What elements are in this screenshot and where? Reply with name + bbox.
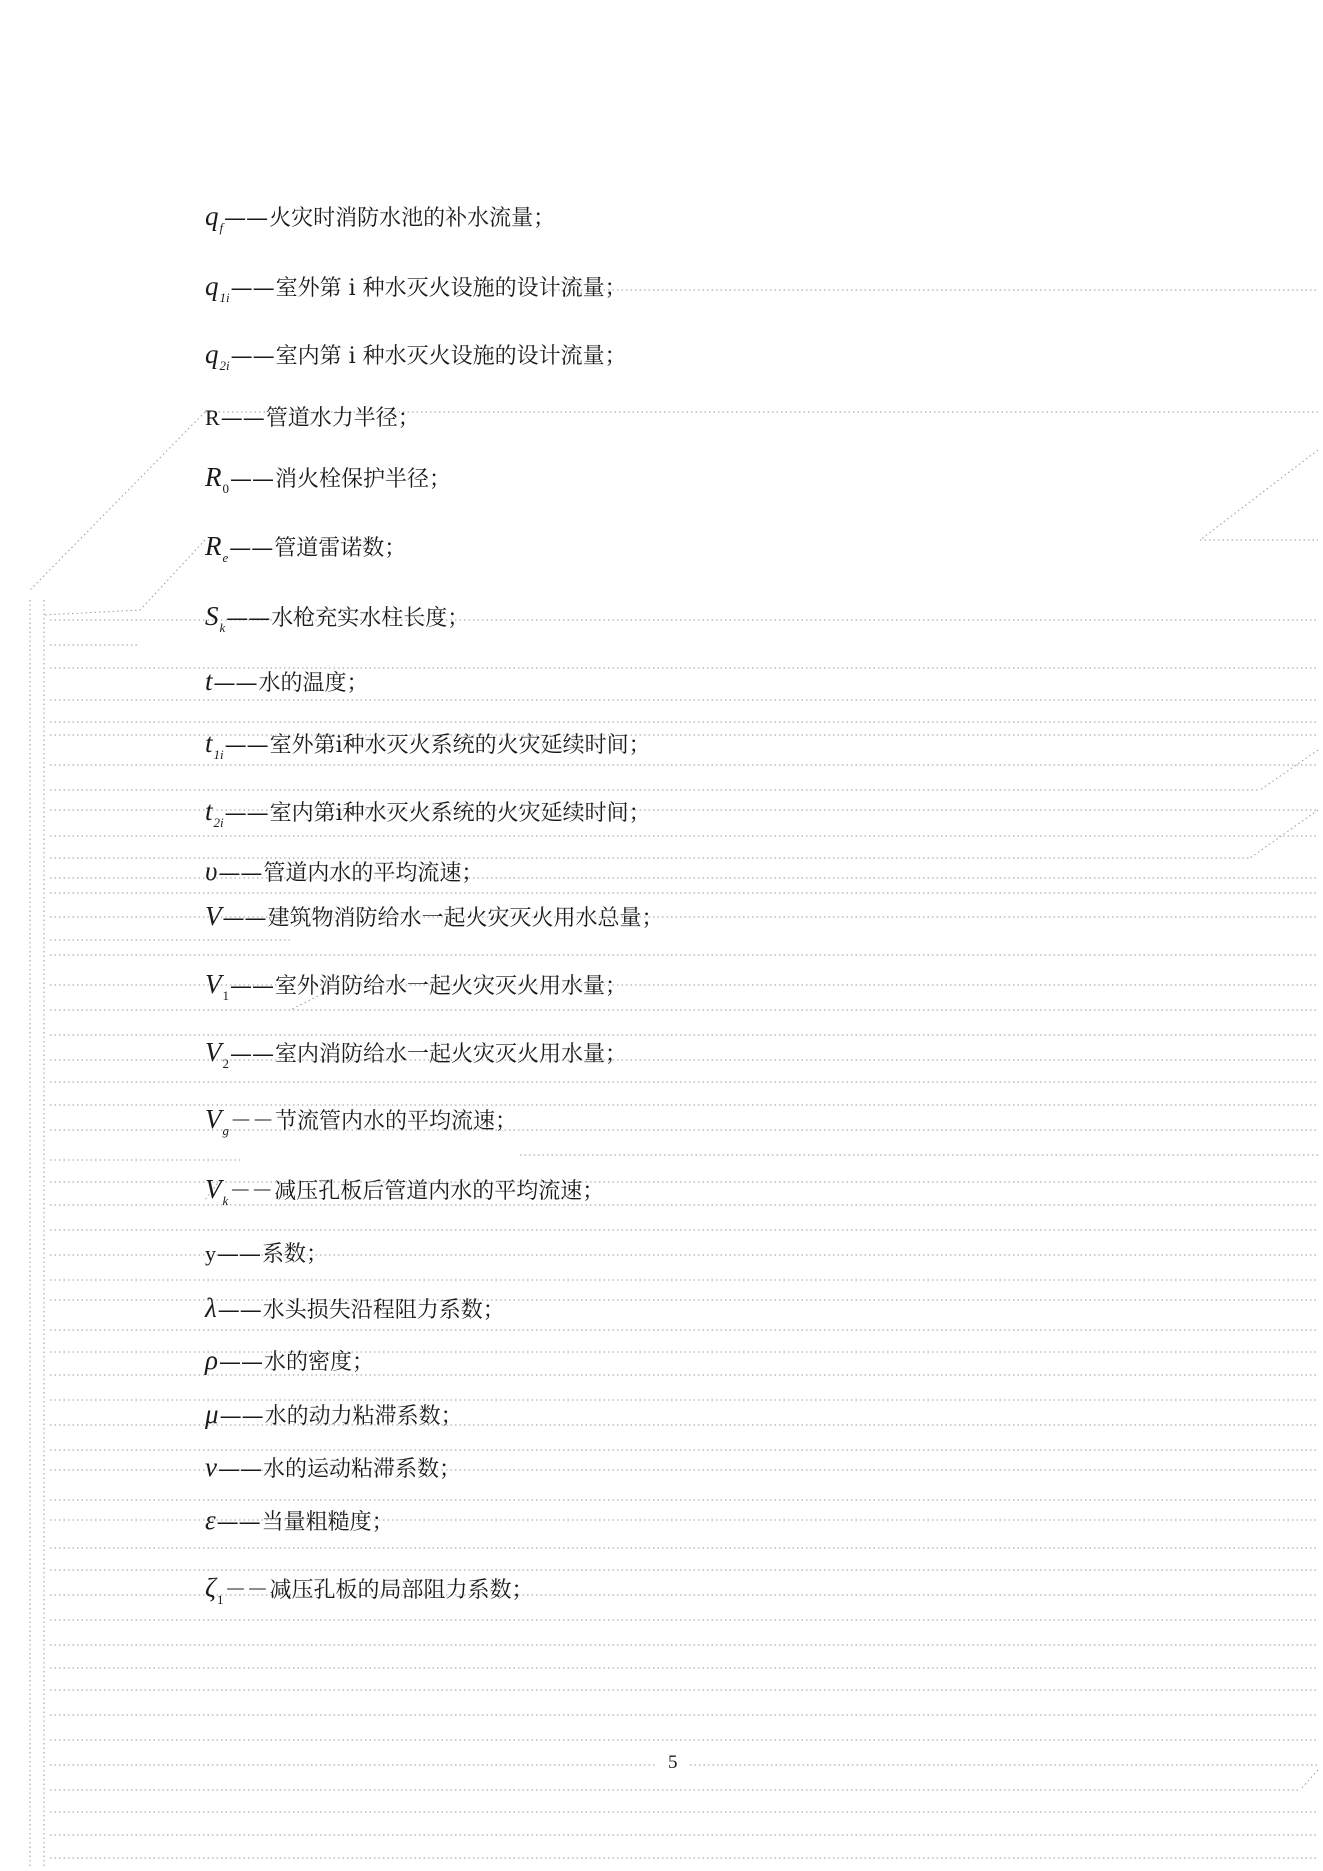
symbol-letter: q [205,271,219,301]
symbol-letter: ζ [205,1573,216,1603]
symbol-definition: 管道内水的平均流速； [263,861,484,886]
symbol-entry [205,795,651,839]
symbol-subscript: 1 [222,988,229,1003]
symbol-entry [205,727,651,771]
symbol-letter: ν [205,1452,217,1482]
symbol-definition: 管道雷诺数； [274,536,407,561]
symbol-entry [205,600,469,644]
symbol-letter: V [205,1174,222,1204]
symbol-subscript: k [219,620,226,635]
symbol-definition: 建筑物消防给水一起火灾灭火用水总量； [267,906,664,931]
symbol-definition: 水的运动粘滞系数； [262,1457,461,1482]
symbol-letter: q [205,339,219,369]
symbol-definition: 水的温度； [258,671,369,696]
symbol-letter: q [205,201,219,231]
definition-dash: —— [222,906,267,931]
definition-dash: －－ [230,1109,275,1134]
symbol-definition: 节流管内水的平均流速； [275,1109,518,1134]
symbol-letter: μ [205,1399,219,1429]
symbol-definition: 水的密度； [263,1350,374,1375]
symbol-definition: 室外第 i 种水灭火设施的设计流量； [275,276,627,301]
symbol-entry [205,1572,533,1616]
definition-dash: —— [217,1298,262,1323]
symbol-entry [205,338,627,382]
definition-dash: —— [218,861,263,886]
symbol-subscript: g [222,1123,229,1138]
symbol-letter: t [205,728,213,758]
definition-dash: —— [230,467,274,492]
definition-dash: —— [230,344,275,369]
definition-dash: —— [224,206,269,231]
symbol-entry [205,530,406,574]
symbol-letter: t [205,666,213,696]
symbol-entry [205,1344,374,1379]
definition-dash: —— [230,974,274,999]
symbol-subscript: k [222,1193,229,1208]
symbol-definition: 室内第 i 种水灭火设施的设计流量； [275,344,627,369]
definition-dash: —— [216,1510,261,1535]
symbol-subscript: f [219,220,224,235]
symbol-letter: V [205,1037,222,1067]
symbol-letter: R [205,462,222,492]
symbol-definition: 减压孔板的局部阻力系数； [269,1578,534,1603]
symbol-letter: y [205,1241,216,1266]
symbol-definition: 室外第i种水灭火系统的火灾延续时间； [269,733,651,758]
symbol-definition: 水头损失沿程阻力系数； [262,1298,505,1323]
symbol-letter: R [205,531,222,561]
symbol-letter: ε [205,1505,216,1535]
symbol-letter: V [205,901,222,931]
symbol-subscript: e [222,550,229,565]
symbol-definition: 消火栓保护半径； [275,467,452,492]
symbol-subscript: 0 [222,481,229,496]
symbol-entry [205,1173,604,1217]
symbol-letter: V [205,1104,222,1134]
definition-dash: －－ [224,1578,269,1603]
symbol-entry [205,1238,328,1271]
symbol-entry [205,1292,505,1327]
definition-dash: —— [224,733,269,758]
symbol-subscript: 2i [213,815,224,830]
symbol-subscript: 1i [219,290,230,305]
symbol-definition: 室外消防给水一起火灾灭火用水量； [275,974,628,999]
definition-dash: —— [217,1242,261,1267]
symbol-entry [205,1398,463,1433]
symbol-entry [205,1103,517,1147]
symbol-entry [205,855,483,890]
symbol-letter: λ [205,1293,217,1323]
symbol-definition: 水枪充实水柱长度； [271,606,470,631]
symbol-subscript: 1 [216,1592,224,1607]
symbol-definition: 管道水力半径； [265,406,420,431]
definition-dash: —— [217,1457,262,1482]
definition-dash: —— [229,536,274,561]
definition-dash: —— [219,1404,264,1429]
symbol-definition: 室内第i种水灭火系统的火灾延续时间； [269,801,651,826]
symbol-subscript: 2i [219,358,230,373]
symbol-entry [205,1504,394,1539]
symbol-letter: S [205,601,219,631]
definition-dash: —— [230,276,275,301]
definition-dash: —— [230,1042,274,1067]
symbol-entry [205,270,627,314]
symbol-letter: υ [205,856,218,886]
symbol-entry [205,900,664,935]
definition-dash: —— [226,606,271,631]
definition-dash: －－ [229,1179,274,1204]
symbol-letter: ρ [205,1345,218,1375]
definition-dash: —— [213,671,258,696]
symbol-definition: 室内消防给水一起火灾灭火用水量； [275,1042,628,1067]
symbol-definition: 当量粗糙度； [261,1510,394,1535]
page-number: 5 [668,1752,678,1773]
symbol-entry [205,665,369,700]
symbol-entry [205,402,420,435]
symbol-entry [205,1036,627,1080]
symbol-definition: 减压孔板后管道内水的平均流速； [274,1179,605,1204]
symbol-entry [205,1451,461,1486]
definition-dash: —— [218,1350,263,1375]
symbol-entry [205,200,555,244]
symbol-letter: R [205,405,220,430]
definition-dash: —— [224,801,269,826]
symbol-letter: t [205,796,213,826]
symbol-definition: 火灾时消防水池的补水流量； [269,206,556,231]
symbol-subscript: 2 [222,1056,229,1071]
symbol-entry [205,461,451,505]
symbol-definition: 水的动力粘滞系数； [264,1404,463,1429]
symbol-entry [205,968,627,1012]
symbol-subscript: 1i [213,747,224,762]
symbol-definition: 系数； [262,1242,329,1267]
definition-dash: —— [220,406,265,431]
symbol-letter: V [205,969,222,999]
